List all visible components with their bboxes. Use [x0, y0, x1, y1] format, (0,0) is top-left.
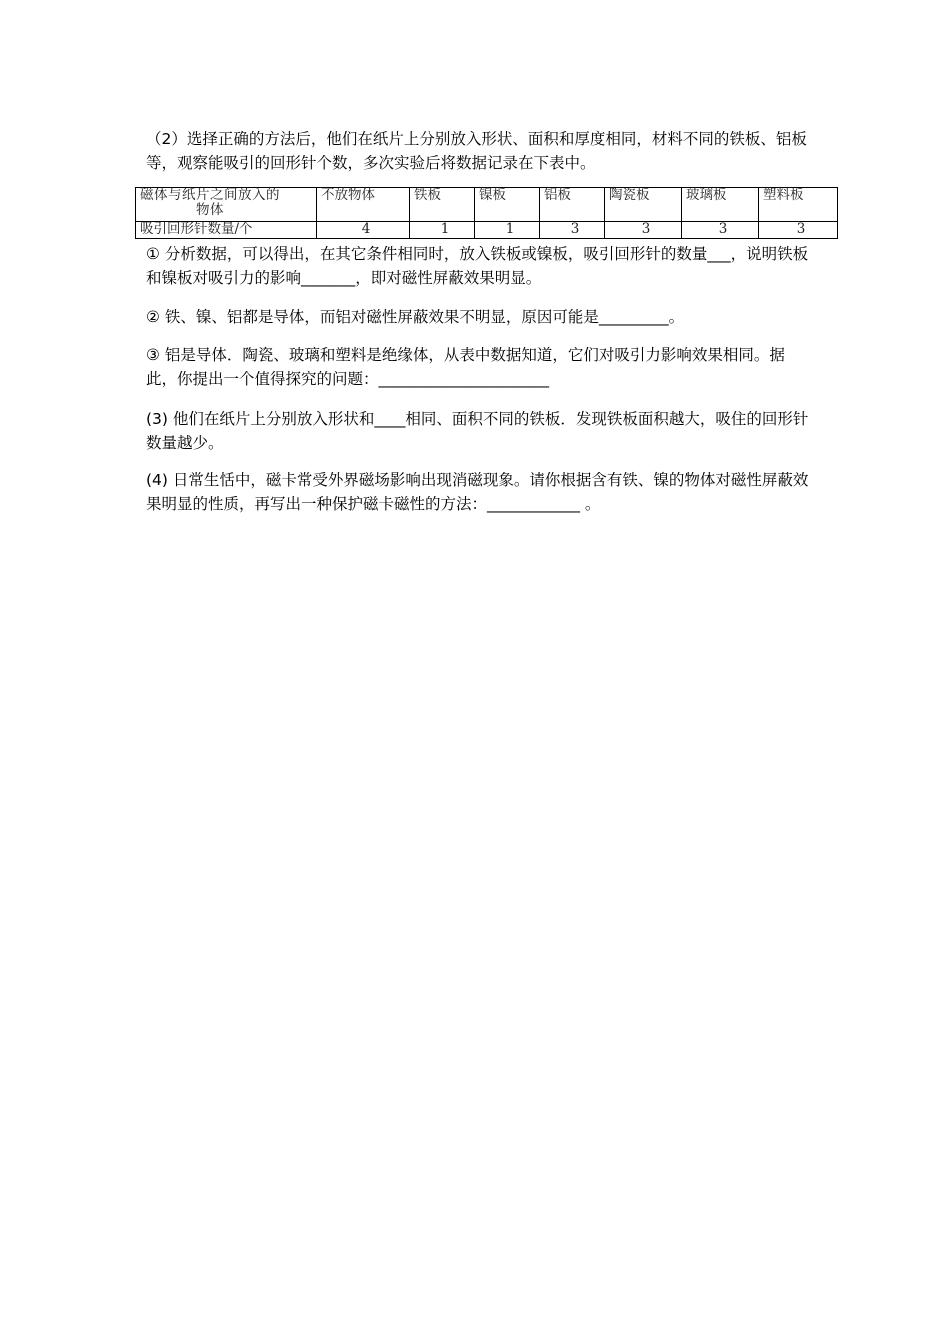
question-3: (3) 他们在纸片上分别放入形状和____相同、面积不同的铁板．发现铁板面积越大，吸住的回形针数量越少。: [146, 410, 809, 452]
question-2-intro: （2）选择正确的方法后，他们在纸片上分别放入形状、面积和厚度相同，材料不同的铁板、铝板等，观察能吸引的回形针个数，多次实验后将数据记录在下表中。: [146, 130, 807, 172]
table-cell: 3: [682, 222, 759, 239]
table-row-label: 吸引回形针数量/个: [136, 222, 317, 239]
question-4: (4) 日常生恬中，磁卡常受外界磁场影响出现消磁现象。请你根据含有铁、镍的物体对磁性屏蔽效果明显的性质，再写出一种保护磁卡磁性的方法：____________ 。: [146, 471, 809, 513]
table-row: [136, 222, 838, 239]
sub-question-1: ① 分析数据，可以得出，在其它条件相同时，放入铁板或镍板，吸引回形针的数量___，说明铁板和镍板对吸引力的影响_______，即对磁性屏蔽效果明显。: [146, 245, 809, 287]
table-header-cell: [136, 188, 317, 222]
header-line-2: 物体: [196, 202, 224, 218]
sub-question-2: ② 铁、镍、铝都是导体，而铝对磁性屏蔽效果不明显，原因可能是_________。: [146, 308, 685, 326]
table-header-cell: 塑料板: [759, 188, 838, 222]
table-header-cell: 铝板: [540, 188, 605, 222]
table-cell: 1: [475, 222, 540, 239]
sub-question-3: ③ 铝是导体．陶瓷、玻璃和塑料是绝缘体，从表中数据知道，它们对吸引力影响效果相同。据此，你提出一个值得探究的问题：______________________: [146, 346, 785, 388]
table-header-cell: 铁板: [410, 188, 475, 222]
table-cell: 3: [540, 222, 605, 239]
table-cell: 1: [410, 222, 475, 239]
table-cell: 4: [317, 222, 410, 239]
table-header-row: [136, 188, 838, 222]
table-header-cell: 陶瓷板: [605, 188, 682, 222]
table-header-cell: 不放物体: [317, 188, 410, 222]
data-table: [135, 187, 838, 239]
table-header-cell: 镍板: [475, 188, 540, 222]
header-line-1: 磁体与纸片之间放入的: [140, 187, 280, 203]
table-cell: 3: [759, 222, 838, 239]
table-cell: 3: [605, 222, 682, 239]
table-header-cell: 玻璃板: [682, 188, 759, 222]
